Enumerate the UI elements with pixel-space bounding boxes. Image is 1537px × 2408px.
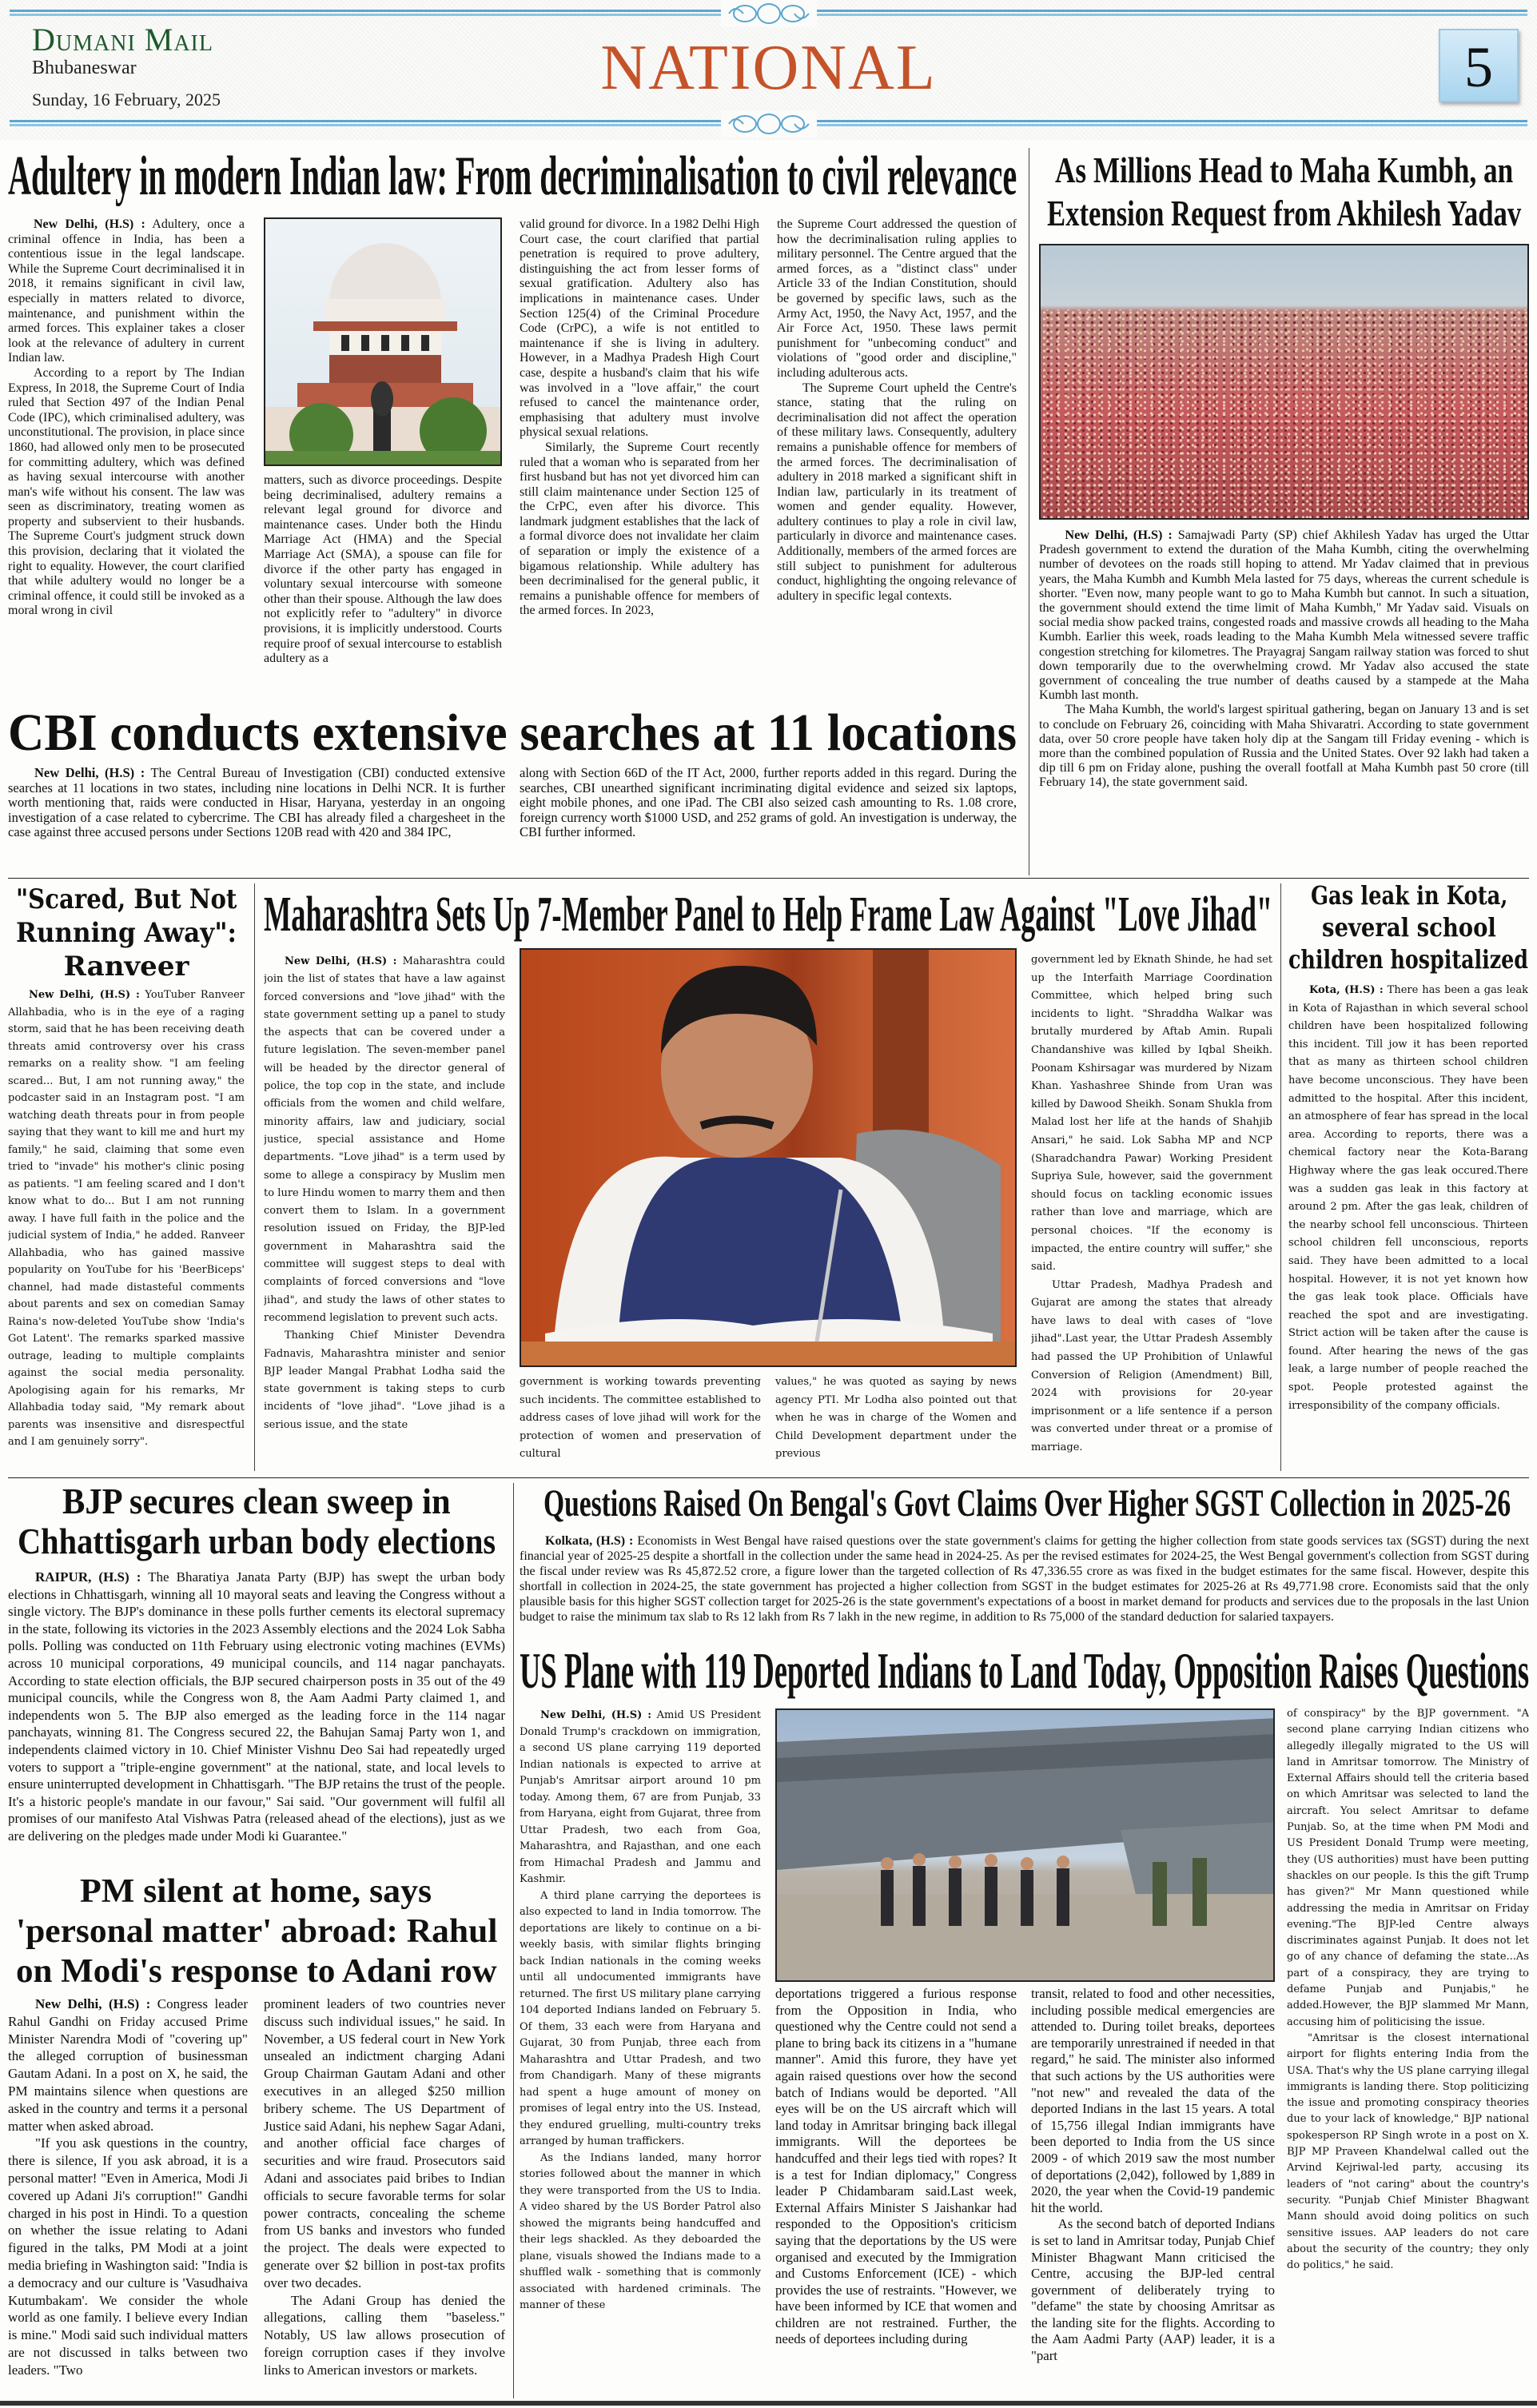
bjp-article-body bbox=[8, 1569, 505, 1871]
paragraph: the Supreme Court addressed the question of how the decriminalisation ruling applies to military personnel. The Centre argued that the armed forces, as a "distinct class" under Article 33 of the Indian Constitution, should be governed by specific laws, such as the Army Act, 1950, the Navy Act, 1957, and the Air Force Act, 1950. These laws permit punishment for "unbecoming conduct" and violations of "good order and discipline," including adulterous acts. bbox=[777, 217, 1017, 380]
dateline: New Delhi, (H.S) : bbox=[34, 766, 145, 780]
adultery-column-1 bbox=[8, 217, 245, 707]
kumbh-article-body bbox=[1039, 528, 1529, 875]
headline-gas-leak-line-2: several school bbox=[1322, 912, 1496, 943]
headline-maharashtra: Maharashtra Sets Up 7-Member Panel to Help Frame Law Against "Love Jihad" bbox=[264, 887, 1273, 942]
paragraph: Thanking Chief Minister Devendra Fadnavis, Maharashtra minister and senior BJP leader Mangal Prabhat Lodha said the state government is taking steps to curb incidents of "love jihad". "Love jihad is a serious issue, and the state bbox=[264, 1330, 505, 1431]
paragraph: According to a report by The Indian Express, In 2018, the Supreme Court of India ruled that Section 497 of the Indian Penal Code (IPC), which criminalised adultery, was unconstitutional. The provision, in place since 1860, had allowed only men to be prosecuted for committing adultery, which was defined as having sexual intercourse with another man's wife without his consent. The law was seen as discriminatory, treating women as property and subservient to their husbands. The Supreme Court's judgment struck down this provision, declaring that it violated the right to equality. However, the court clarified that while adultery would no longer be a criminal offence, it could still be invoked as a moral wrong in civil bbox=[8, 365, 245, 618]
headline-gas-leak-line-1: Gas leak in Kota, bbox=[1311, 880, 1508, 911]
headline-pm-line-3: on Modi's response to Adani row bbox=[16, 1953, 497, 1990]
dateline: RAIPUR, (H.S) : bbox=[35, 1569, 141, 1585]
paragraph: "If you ask questions in the country, there is silence, If you ask abroad, it is a personal matter! "Even in America, Modi Ji covered up Adani Ji's corruption!" Gandhi charged in his post in Hindi. To a question on whether the issue relating to Adani figured in the talks, PM Modi at a joint media briefing in Washington said: "India is a democracy and our culture is 'Vasudhaiva Kutumbakam'. We consider the whole world as one family. I believe every Indian is mine." Modi said such individual matters are not discussed in talks between two leaders. "Two bbox=[8, 2135, 248, 2378]
paragraph: Uttar Pradesh, Madhya Pradesh and Gujarat are among the states that already have laws to deal with cases of "love jihad".Last year, the Uttar Pradesh Assembly had passed the UP Prohibition of Unlawful Conversion of Religion (Amendment) Bill, 2024 with provisions for 20-year imprisonment or a life sentence if a person was converted under threat or a promise of marriage. bbox=[1031, 1278, 1272, 1454]
devendra-fadnavis-photo bbox=[520, 948, 1017, 1367]
paragraph: The Central Bureau of Investigation (CBI) conducted extensive searches at 11 locations in two states, including nine locations in Delhi NCR. It is further worth mentioning that, raids were conducted in Hisar, Haryana, yesterday in an ongoing investigation of a case related to cybercrime. The CBI has already filed a chargesheet in the case against three accused persons under Sections 120B read with 420 and 384 IPC, bbox=[8, 766, 505, 840]
paragraph: of conspiracy" by the BJP government. "A second plane carrying Indian citizens who allegedly illegally migrated to the US will land in Amritsar tomorrow. The Ministry of External Affairs should tell the criteria based on which Amritsar was selected to land the aircraft. You select Amritsar to defame Punjab. So, at the time when PM Modi and US President Donald Trump were meeting, they (US authorities) must have been putting shackles on our people. Is this the gift Trump has given?" Mr Mann questioned while addressing the media in Amritsar on Friday evening."The BJP-led Centre always discriminates against Punjab. It does not let go of any chance of defaming the state...As part of a conspiracy, they are trying to defame Punjab and Punjabis," he added.However, the BJP slammed Mr Mann, accusing him of politicising the issue. bbox=[1287, 1708, 1529, 2028]
section-divider bbox=[8, 1477, 1529, 1478]
headline-gas-leak-line-3: children hospitalized bbox=[1288, 944, 1528, 975]
headline-ranveer-line-1: "Scared, But Not bbox=[16, 883, 237, 915]
maha-kumbh-crowd-photo bbox=[1039, 244, 1529, 520]
dateline: New Delhi, (H.S) : bbox=[29, 989, 140, 1001]
adultery-column-2 bbox=[264, 473, 502, 707]
edition-city: Bhubaneswar bbox=[32, 58, 137, 78]
headline-us-plane: US Plane with 119 Deported Indians to Land Today, Opposition Raises Questions bbox=[520, 1642, 1530, 1699]
pm-column-2 bbox=[264, 1995, 505, 2397]
usplane-column-1 bbox=[520, 1708, 761, 2398]
pm-column-1 bbox=[8, 1995, 248, 2397]
maharashtra-column-3 bbox=[775, 1373, 1017, 1469]
headline-cbi: CBI conducts extensive searches at 11 locations bbox=[8, 704, 1017, 762]
paragraph: along with Section 66D of the IT Act, 2000, further reports added in this regard. During the searches, CBI unearthed significant incriminating digital evidence and seized six laptops, eight mobile phones, and one iPad. The CBI also seized cash amounting to Rs. 1.08 crore, foreign currency worth $1000 USD, and 252 grams of gold. An investigation is underway, the CBI further informed. bbox=[520, 766, 1017, 840]
dateline: Kolkata, (H.S) : bbox=[545, 1534, 634, 1548]
paragraph: As the Indians landed, many horror stories followed about the manner in which they were transported from the US to India. A video shared by the US Border Patrol also showed the migrants being handcuffed and their legs shackled. As they deboarded the plane, visuals showed the Indians made to a shuffled walk - something that is commonly associated with hardened criminals. The manner of these bbox=[520, 2151, 761, 2311]
paragraph: The Supreme Court upheld the Centre's stance, stating that the ruling on decriminalisation did not affect the operation of these military laws. Consequently, adultery remains a punishable offence for members of the armed forces. The decriminalisation of adultery in 2018 marked a significant shift in Indian law, particularly in its treatment of women and gender equality. However, adultery continues to play a role in civil law, particularly in divorce and maintenance cases. Additionally, members of the armed forces are still subject to punishment for adulterous conduct, highlighting the ongoing relevance of adultery in specific legal contexts. bbox=[777, 381, 1017, 603]
paragraph: prominent leaders of two countries never discuss such individual issues," he said. In November, a US federal court in New York unsealed an indictment charging Adani Group Chairman Gautam Adani and other executives in an alleged $250 million bribery scheme. The US Department of Justice said Adani, his nephew Sagar Adani, and another official face charges of securities and wire fraud. Prosecutors said Adani and associates paid bribes to Indian officials to secure favorable terms for solar power contracts, concealing the scheme from US banks and investors who funded the project. The deals were expected to generate over $2 billion in post-tax profits over two decades. bbox=[264, 1996, 505, 2290]
edition-date: Sunday, 16 February, 2025 bbox=[32, 90, 221, 110]
paragraph: government led by Eknath Shinde, he had set up the Interfaith Marriage Coordination Committee, which helped bring such incidents to light. "Shraddha Walkar was brutally murdered by Aftab Amin. Rupali Chandanshive was killed by Iqbal Sheikh. Poonam Kshirsagar was murdered by Nizam Khan. Yashashree Shinde from Uran was killed by Dawood Sheikh. Sonam Shukla from Malad lost her life at the hands of Shahjib Ansari," he said. Lok Sabha MP and NCP (Sharadchandra Pawar) Working President Supriya Sule, however, said the government should focus on tackling economic issues rather than love and marriage, which are personal choices. "If the economy is impacted, the entire country will suffer," she said. bbox=[1031, 954, 1272, 1274]
paragraph: valid ground for divorce. In a 1982 Delhi High Court case, the court clarified that partial penetration is required to prove adultery, distinguishing the act from lesser forms of sexual gratification. Adultery also has implications in maintenance cases. Under Section 125(4) of the Criminal Procedure Code (CrPC), a wife is not entitled to maintenance if she is living in adultery. However, in a Madhya Pradesh High Court case, despite a husband's claim that his wife was involved in a "love affair," the court refused to cancel the maintenance order, emphasising that adultery must involve physical sexual relations. bbox=[520, 217, 759, 440]
paragraph: Similarly, the Supreme Court recently ruled that a woman who is separated from her first husband but has not yet divorced him can still claim maintenance under Section 125 of the CrPC, even after his divorce. This landmark judgment establishes that the lack of a formal divorce does not invalidate her claim of separation or imply the existence of a bigamous relationship. While adultery has been decriminalised for the general public, it remains a punishable offence for members of the armed forces. In 2023, bbox=[520, 440, 759, 618]
deportation-plane-photo bbox=[775, 1708, 1275, 1982]
headline-ranveer-line-2: Running Away": bbox=[16, 917, 237, 949]
dateline: New Delhi, (H.S) : bbox=[35, 1996, 151, 2011]
paragraph: YouTuber Ranveer Allahbadia, who is in the eye of a raging storm, said that he has been receiving death threats amid controversy over his crass remarks on a reality show. "I am feeling scared... But, I am not running away," the podcaster said in an Instagram post. "I am watching death threats pour in from people saying that they want to kill me and hurt my family," he said, claiming that some even tried to "invade" his mother's clinic posing as patients. "I am feeling scared and I don't know what to do... But I am not running away. I have full faith in the police and the judicial system of India," he added. Ranveer Allahbadia, who has gained massive popularity on YouTube for his 'BeerBiceps' channel, had made distasteful comments about parents and sex on comedian Samay Raina's now-deleted YouTube show 'India's Got Latent'. The remarks sparked massive outrage, leading to multiple complaints against the social media personality. Apologising again for his remarks, Mr Allahbadia today said, "My remark about parents was insensitive and disrespectful and I am genuinely sorry". bbox=[8, 989, 245, 1448]
cbi-column-1 bbox=[8, 766, 505, 871]
maharashtra-column-4 bbox=[1031, 951, 1272, 1469]
section-divider bbox=[8, 878, 1529, 879]
headline-kumbh-line-1: As Millions Head to Maha Kumbh, an bbox=[1055, 150, 1514, 190]
headline-kumbh-line-2: Extension Request from Akhilesh Yadav bbox=[1047, 193, 1522, 233]
paragraph: There has been a gas leak in Kota of Rajasthan in which several school children have been hospitalized following this incident. Till jow it has been reported that as many as thirteen school children have become unconscious. They have been admitted to the hospital. After this incident, an atmosphere of fear has spread in the local area. According to reports, there was a chemical factory near the Kota-Barang Highway where the gas leak occured.There was a sudden gas leak in this factory at around 2 pm. After the gas leak, children of the nearby school fell unconscious. Thirteen school children fell unconscious, reports said. They have been admitted to a local hospital. However, it is not yet known how the gas leak took place. Officials have reached the spot and are investigating. Strict action will be taken after the cause is found. After hearing the news of the gas leak, a large number of people reached the spot. People protested against the irresponsibility of the company officials. bbox=[1288, 984, 1528, 1412]
headline-pm-line-1: PM silent at home, says bbox=[80, 1873, 432, 1910]
paragraph: matters, such as divorce proceedings. Despite being decriminalised, adultery remains a relevant legal ground for divorce and maintenance cases. Under both the Hindu Marriage Act (HMA) and the Special Marriage Act (SMA), a spouse can file for divorce if the other party has engaged in voluntary sexual intercourse with someone other than their spouse. Although the law does not explicitly refer to "adultery" in divorce provisions, it is implicitly understood. Courts require proof of sexual intercourse to establish adultery as a bbox=[264, 473, 502, 666]
paragraph: The Maha Kumbh, the world's largest spiritual gathering, began on January 13 and is set to conclude on February 26, coinciding with Maha Shivaratri. According to state government data, over 50 crore people have taken holy dip at the Sangam till Friday evening - which is more than the combined population of Russia and the United States. Over 92 lakh had taken a dip till 6 pm on Friday alone, pushing the overall footfall at Maha Kumbh past 50 crore (till February 14), the state government said. bbox=[1039, 702, 1529, 790]
ornament-icon bbox=[721, 0, 817, 27]
section-title: NATIONAL bbox=[600, 33, 937, 103]
paragraph: Economists in West Bengal have raised questions over the state government's claims for getting the higher collection from state goods services tax (SGST) during the next financial year of 2025-25 despite a shortfall in the collection under the same head in 2024-25. As per the revised estimates for 2024-25, the West Bengal government's collection from SGST during the fiscal under review was Rs 45,872.52 crore, a figure lower than the targeted collection of Rs 47,336.55 crore as was fixed in the budget estimates for the same fiscal. However, despite this shortfall in collection in 2024-25, the state government has projected a higher collection from SGST in the budget estimates for 2025-26 at Rs 49,771.98 crore. Economists said that the only plausible basis for this higher SGST collection target for 2025-26 is the state government's expectations of a boost in market demand for products and services due to the proposals in the last Union budget to raise the minimum tax slab to Rs 12 lakh from Rs 7 lakh in the new regime, in addition to Rs 75,000 of the standard deduction for salaried taxpayers. bbox=[520, 1534, 1529, 1624]
paragraph: deportations triggered a furious response from the Opposition in India, who questioned why the Centre could not send a plane to bring back its citizens in a "humane manner". Amid this furore, they have yet again raised questions over how the second batch of Indians would be deported. "All eyes will be on the US aircraft which will land today in Amritsar bringing back illegal immigrants. Will the deportees be handcuffed and their legs tied with ropes? It is a test for Indian diplomacy," Congress leader P Chidambaram said.Last week, External Affairs Minister S Jaishankar had responded to the Opposition's criticism saying that the deportations by the US were organised and executed by the Immigration and Customs Enforcement (ICE) - which provides the use of restraints. "However, we have been informed by ICE that women and children are not restrained. Further, the needs of deportees including during bbox=[775, 1986, 1017, 2347]
paragraph: "Amritsar is the closest international airport for flights entering India from the USA. That's why the US plane carrying illegal immigrants is landing there. Stop politicizing the issue and promoting conspiracy theories due to your lack of knowledge," BJP national spokesperson RP Singh wrote in a post on X. BJP MP Praveen Khandelwal called out the Arvind Kejriwal-led party, accusing its leaders of "not caring" about the country's security. "Punjab Chief Minister Bhagwant Mann should avoid doing politics on such sensitive issues. AAP leaders do not care about the security of the country; they only do politics," he said. bbox=[1287, 2031, 1529, 2272]
paragraph: transit, related to food and other necessities, including possible medical emergencies are attended to. During toilet breaks, deportees are temporarily unrestrained if needed in that regard," he said. The minister also informed that such actions by the US authorities were "not new" and revealed the data of the deported Indians in the last 15 years. A total of 15,756 illegal Indian immigrants have been deported to India from the US since 2009 - of which 2019 saw the most number of deportations (2,042), followed by 1,889 in 2020, the year when the Covid-19 pandemic hit the world. bbox=[1031, 1986, 1275, 2215]
maharashtra-column-1 bbox=[264, 953, 505, 1469]
paragraph: Amid US President Donald Trump's crackdown on immigration, a second US plane carrying 119 deported Indian nationals is expected to arrive at Punjab's Amritsar airport around 10 pm today. Among them, 67 are from Punjab, 33 from Haryana, eight from Gujarat, three from Uttar Pradesh, two each from Goa, Maharashtra, and Rajasthan, and one each from Himachal Pradesh and Jammu and Kashmir. bbox=[520, 1709, 761, 1885]
headline-bjp-line-2: Chhattisgarh urban body elections bbox=[18, 1521, 496, 1561]
paragraph: Congress leader Rahul Gandhi on Friday accused Prime Minister Narendra Modi of "covering up" the alleged corruption of businessman Gautam Adani. In a post on X, he said, the PM maintains silence when questions are asked in the country and terms it a personal matter when asked abroad. bbox=[8, 1996, 248, 2134]
paragraph: government is working towards preventing such incidents. The committee established to address cases of love jihad will work for the protection of women and preservation of cultural bbox=[520, 1376, 761, 1461]
ranveer-article-body bbox=[8, 987, 245, 1469]
masthead bbox=[0, 0, 1537, 140]
dateline: New Delhi, (H.S) : bbox=[1065, 528, 1173, 542]
dateline: New Delhi, (H.S) : bbox=[34, 217, 145, 231]
column-divider bbox=[513, 1483, 514, 2398]
page-number: 5 bbox=[1439, 29, 1519, 102]
adultery-column-4 bbox=[777, 217, 1017, 707]
sgst-article-body bbox=[520, 1533, 1529, 1641]
paragraph: As the second batch of deported Indians is set to land in Amritsar today, Punjab Chief Minister Bhagwant Mann criticised the Centre, accusing the BJP-led central government of deliberately trying to "defame" the state by choosing Amritsar as the landing site for the flights. According to the Aam Aadmi Party (AAP) leader, it is a "part bbox=[1031, 2216, 1275, 2364]
usplane-column-3 bbox=[1031, 1986, 1275, 2398]
dateline: New Delhi, (H.S) : bbox=[540, 1709, 652, 1721]
page-bottom-rule bbox=[0, 2401, 1537, 2406]
dateline: Kota, (H.S) : bbox=[1309, 984, 1384, 996]
headline-sgst: Questions Raised On Bengal's Govt Claims Over Higher SGST Collection in 2025-26 bbox=[544, 1482, 1511, 1525]
ornament-icon bbox=[721, 110, 817, 138]
newspaper-name: Dumani Mail bbox=[32, 22, 213, 58]
gas-leak-article-body bbox=[1288, 982, 1528, 1471]
column-divider bbox=[254, 883, 255, 1471]
dateline: New Delhi, (H.S) : bbox=[285, 955, 397, 967]
headline-bjp-line-1: BJP secures clean sweep in bbox=[62, 1481, 451, 1521]
headline-ranveer-line-3: Ranveer bbox=[63, 951, 189, 983]
supreme-court-photo bbox=[264, 217, 502, 466]
paragraph: values," he was quoted as saying by news agency PTI. Mr Lodha also pointed out that when he was in charge of the Women and Child Development department under the previous bbox=[775, 1376, 1017, 1461]
adultery-column-3 bbox=[520, 217, 759, 707]
usplane-column-2 bbox=[775, 1986, 1017, 2398]
paragraph: Adultery, once a criminal offence in India, has been a contentious issue in the legal landscape. While the Supreme Court decriminalised it in 2018, it remains significant in civil law, especially in matters related to divorce, maintenance, and punishment within the armed forces. This explainer takes a closer look at the relevance of adultery in current Indian law. bbox=[8, 217, 245, 365]
paragraph: A third plane carrying the deportees is also expected to land in India tomorrow. The deportations are likely to continue on a bi-weekly basis, with similar flights bringing back Indian nationals in the coming weeks until all undocumented immigrants have returned. The first US military plane carrying 104 deported Indians landed on February 5. Of them, 33 each were from Haryana and Gujarat, 30 from Punjab, three each from Maharashtra and Uttar Pradesh, and two from Chandigarh. Many of these migrants had spent a huge amount of money on promises of legal entry into the US. Instead, they endured gruelling, multi-country treks arranged by human traffickers. bbox=[520, 1889, 761, 2147]
paragraph: The Adani Group has denied the allegations, calling them "baseless." Notably, US law allows prosecution of foreign corruption cases if they involve links to American investors or markets. bbox=[264, 2292, 505, 2378]
paragraph: The Bharatiya Janata Party (BJP) has swept the urban body elections in Chhattisgarh, winning all 10 mayoral seats and leaving the Congress without a single victory. The BJP's dominance in these polls further cements its electoral supremacy in the state, following its victories in the 2023 Assembly elections and the 2024 Lok Sabha polls. Polling was conducted on 11th February using electronic voting machines (EVMs) across 10 municipal corporations, 49 municipal councils, and 114 nagar panchayats. According to state election officials, the BJP secured chairperson posts in 35 out of the 49 municipal councils, while the Congress won 8, the Aam Aadmi Party claimed 1, and independents won 5. The BJP also emerged as the leading force in the 114 nagar panchayats, winning 81. The Congress secured 22, the Bahujan Samaj Party won 1, and independents claimed victory in 10. Chief Minister Vishnu Deo Sai had repeatedly urged voters to support a "triple-engine government" at the national, state, and local levels to ensure uninterrupted development in Chhattisgarh. "The BJP retains the trust of the people. It's a historic people's mandate in our favour," Sai said. "Our government will fulfil all promises of our manifesto Atal Vishwas Patra (released ahead of the elections), just as we are delivering on the pledges made under Modi ki Guarantee." bbox=[8, 1569, 505, 1844]
paragraph: Maharashtra could join the list of states that have a law against forced conversions and "love jihad" with the state government setting up a panel to study the aspects that can be covered under a future legislation. The seven-member panel will be headed by the director general of police, the top cop in the state, and include officials from the women and child welfare, minority affairs, law and judiciary, social justice, special assistance and Home departments. "Love jihad" is a term used by some to allege a conspiracy by Muslim men to lure Hindu women to marry them and then convert them to Islam. In a government resolution issued on Friday, the BJP-led government in Maharashtra said the committee will suggest steps to deal with complaints of forced conversions and "love jihad", and study the laws of other states to recommend legislation to prevent such acts. bbox=[264, 955, 505, 1324]
headline-pm-line-2: 'personal matter' abroad: Rahul bbox=[16, 1913, 498, 1950]
maharashtra-column-2 bbox=[520, 1373, 761, 1469]
headline-adultery: Adultery in modern Indian law: From decriminalisation to civil relevance bbox=[8, 146, 1017, 207]
usplane-column-4 bbox=[1287, 1706, 1529, 2398]
paragraph: Samajwadi Party (SP) chief Akhilesh Yadav has urged the Uttar Pradesh government to extend the duration of the Maha Kumbh, citing the overwhelming number of devotees on the roads still hoping to attend. Mr Yadav claimed that in previous years, the Maha Kumbh and Kumbh Mela lasted for 75 days, whereas the current schedule is shorter. "Even now, many people want to go to Maha Kumbh but cannot. In such a situation, the government should extend the time limit of Maha Kumbh," Mr Yadav said. Visuals on social media show packed trains, congested roads and massive crowds all heading to the Maha Kumbh. Earlier this week, roads leading to the Maha Kumbh Mela witnessed severe traffic congestion stretching for kilometres. The Prayagraj Sangam railway station was forced to shut down temporarily due to the overwhelming crowd. Mr Yadav also accused the state government of concealing the true number of deaths caused by a stampede at the Maha Kumbh last month. bbox=[1039, 528, 1529, 703]
column-divider bbox=[1280, 883, 1281, 1471]
cbi-column-2 bbox=[520, 766, 1017, 871]
